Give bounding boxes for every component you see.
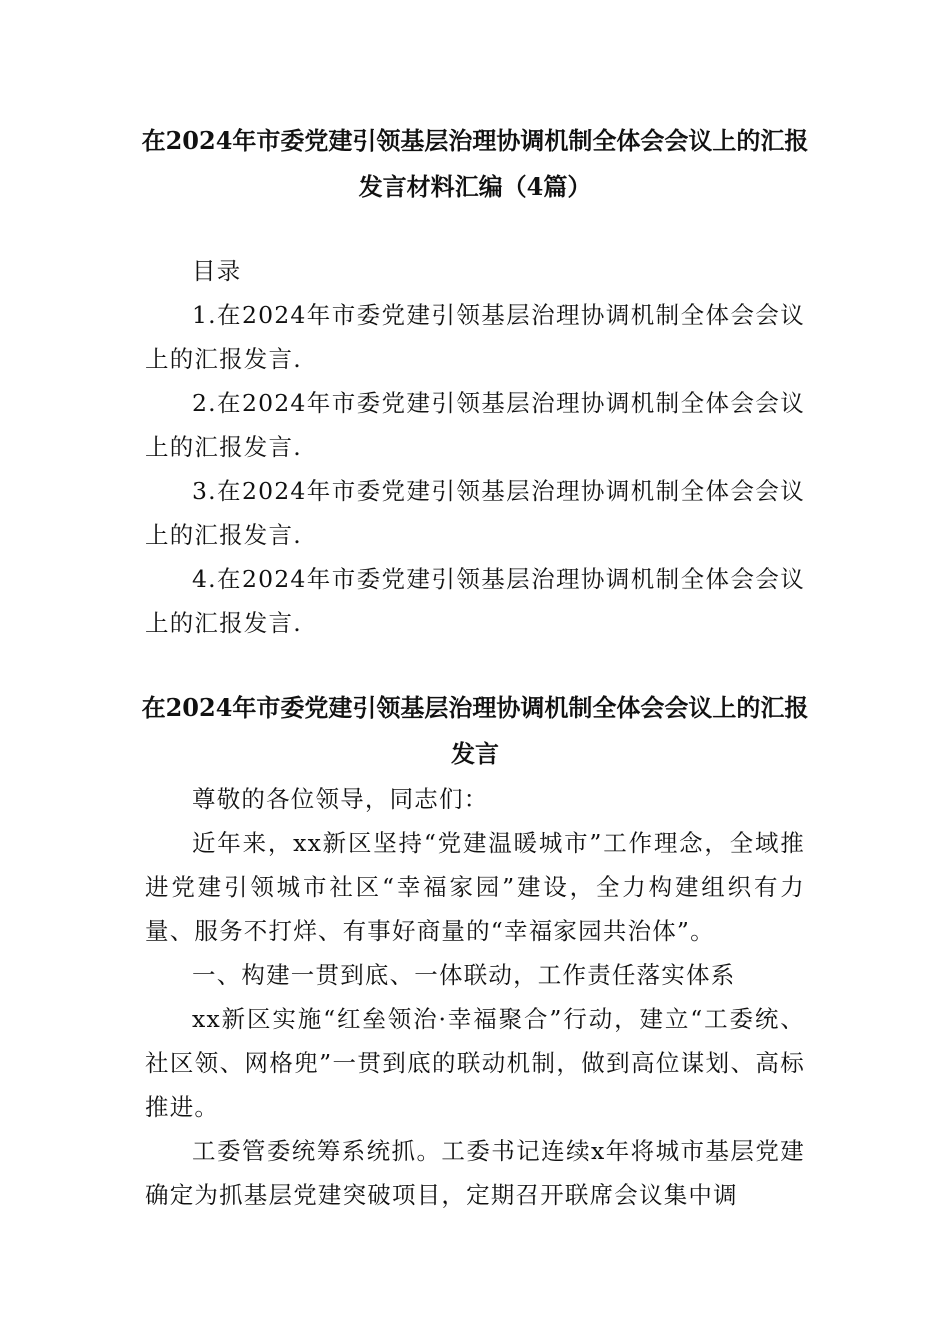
salutation: 尊敬的各位领导，同志们： bbox=[192, 785, 489, 813]
main-title: 在2024年市委党建引领基层治理协调机制全体会会议上的汇报发言材料汇编（4篇） bbox=[141, 126, 809, 201]
toc-heading: 目录 bbox=[192, 257, 242, 285]
body-paragraph-1: 近年来，xx新区坚持“党建温暖城市”工作理念，全域推进党建引领城市社区“幸福家园”建设，全力构建组织有力量、服务不打烊、有事好商量的“幸福家园共治体”。 bbox=[145, 829, 805, 945]
toc-item-3: 3.在2024年市委党建引领基层治理协调机制全体会会议上的汇报发言. bbox=[145, 477, 805, 549]
toc-item-4: 4.在2024年市委党建引领基层治理协调机制全体会会议上的汇报发言. bbox=[145, 565, 805, 637]
article-title: 在2024年市委党建引领基层治理协调机制全体会会议上的汇报发言 bbox=[141, 693, 809, 768]
body-paragraph-2: xx新区实施“红垒领治·幸福聚合”行动，建立“工委统、社区领、网格兜”一贯到底的联动机制，做到高位谋划、高标推进。 bbox=[145, 1005, 805, 1121]
section-heading-1: 一、构建一贯到底、一体联动，工作责任落实体系 bbox=[192, 961, 736, 989]
body-paragraph-3: 工委管委统筹系统抓。工委书记连续x年将城市基层党建确定为抓基层党建突破项目，定期召开联席会议集中调 bbox=[145, 1137, 805, 1209]
toc-item-1: 1.在2024年市委党建引领基层治理协调机制全体会会议上的汇报发言. bbox=[145, 301, 805, 373]
toc-item-2: 2.在2024年市委党建引领基层治理协调机制全体会会议上的汇报发言. bbox=[145, 389, 805, 461]
